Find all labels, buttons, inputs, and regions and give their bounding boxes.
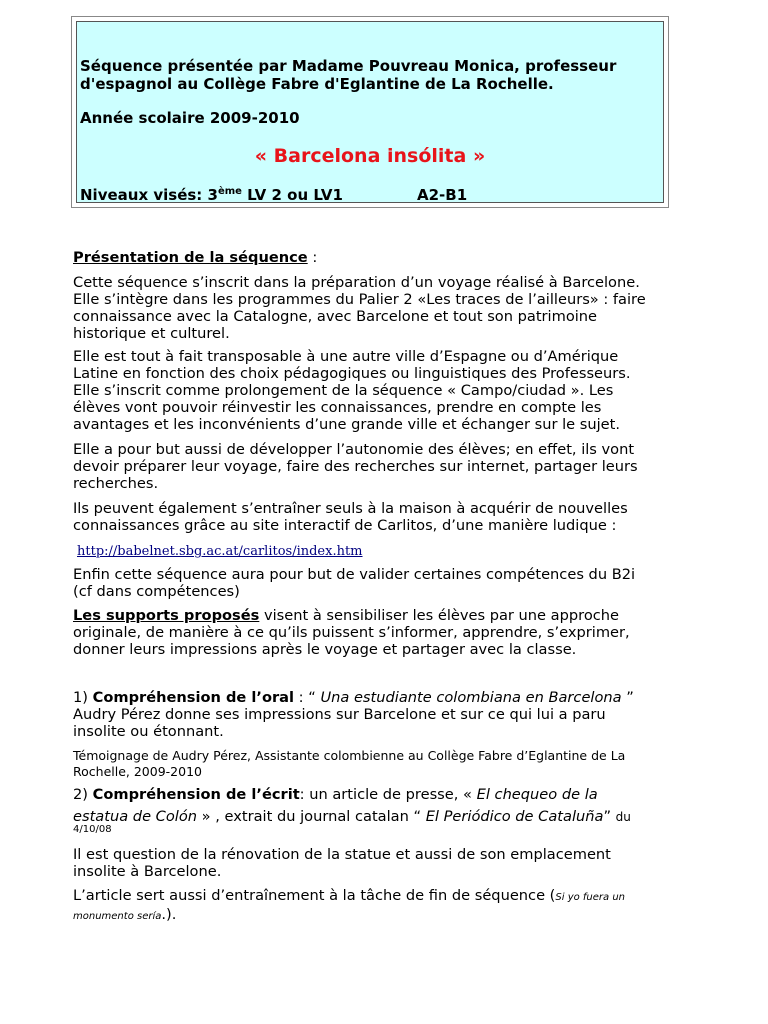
- presentation-paragraph-5: Enfin cette séquence aura pour but de valider certaines compétences du B2i (cf dans compétences): [73, 566, 636, 600]
- header-box: [71, 16, 669, 208]
- presentation-paragraph-4: Ils peuvent également s’entraîner seuls à la maison à acquérir de nouvelles connaissances grâce au site interactif de Carlitos, d’une manière ludique :: [73, 500, 628, 534]
- presentation-paragraph-3: Elle a pour but aussi de développer l’autonomie des élèves; en effet, ils vont devoir préparer leur voyage, faire des recherches sur internet, partager leurs recherches.: [73, 441, 638, 492]
- item-ecrit-line2: estatua de Colón » , extrait du journal catalan “ El Periódico de Cataluña” du: [73, 808, 631, 825]
- item-oral: 1) Compréhension de l’oral : “ Una estudiante colombiana en Barcelona ” Audry Pérez donne ses impressions sur Barcelone et sur ce qui lui a paru insolite ou étonnant.: [73, 689, 634, 740]
- oral-source: Témoignage de Audry Pérez, Assistante colombienne au Collège Fabre d’Eglantine de La Rochelle, 2009-2010: [73, 748, 626, 779]
- carlitos-link-row: [77, 542, 697, 560]
- article-date: 4/10/08: [73, 824, 112, 835]
- school-line: d'espagnol au Collège Fabre d'Eglantine de La Rochelle.: [80, 75, 554, 93]
- sequence-title: « Barcelona insólita »: [254, 145, 486, 167]
- school-year: Année scolaire 2009-2010: [80, 109, 300, 127]
- author-line: Séquence présentée par Madame Pouvreau Monica, professeur: [80, 57, 617, 75]
- levels-line: Niveaux visés: 3ème LV 2 ou LV1: [80, 186, 343, 204]
- presentation-paragraph-2: Elle est tout à fait transposable à une autre ville d’Espagne ou d’Amérique Latine en fonction des choix pédagogiques ou linguistiques des Professeurs. Elle s’inscrit comme prolongement de la séquence « Campo/ciudad ». Les élèves vont pouvoir réinvestir les connaissances, prendre en compte les avantages et les inconvénients d’une grande ville et échanger sur le sujet.: [73, 348, 631, 433]
- supports-paragraph: Les supports proposés visent à sensibiliser les élèves par une approche originale, de manière à ce qu’ils puissent s’informer, apprendre, s’exprimer, donner leurs impressions après le voyage et partager avec la classe.: [73, 607, 630, 658]
- presentation-heading: Présentation de la séquence :: [73, 249, 318, 266]
- item-ecrit: 2) Compréhension de l’écrit: un article de presse, « El chequeo de la: [73, 786, 598, 803]
- cefr-level: A2-B1: [417, 186, 468, 204]
- header-panel: [76, 21, 664, 203]
- supports-heading: Les supports proposés: [73, 607, 260, 624]
- presentation-paragraph-1: Cette séquence s’inscrit dans la préparation d’un voyage réalisé à Barcelone. Elle s’intègre dans les programmes du Palier 2 «Les traces de l’ailleurs» : faire connaissance avec la Catalogne, avec Barcelone et tout son patrimoine historique et culturel.: [73, 274, 646, 342]
- article-paragraph-2: L’article sert aussi d’entraînement à la tâche de fin de séquence (Si yo fuera un monumento sería.).: [73, 887, 626, 923]
- carlitos-link[interactable]: http://babelnet.sbg.ac.at/carlitos/index.htm: [77, 544, 363, 559]
- article-paragraph-1: Il est question de la rénovation de la statue et aussi de son emplacement insolite à Barcelone.: [73, 846, 611, 880]
